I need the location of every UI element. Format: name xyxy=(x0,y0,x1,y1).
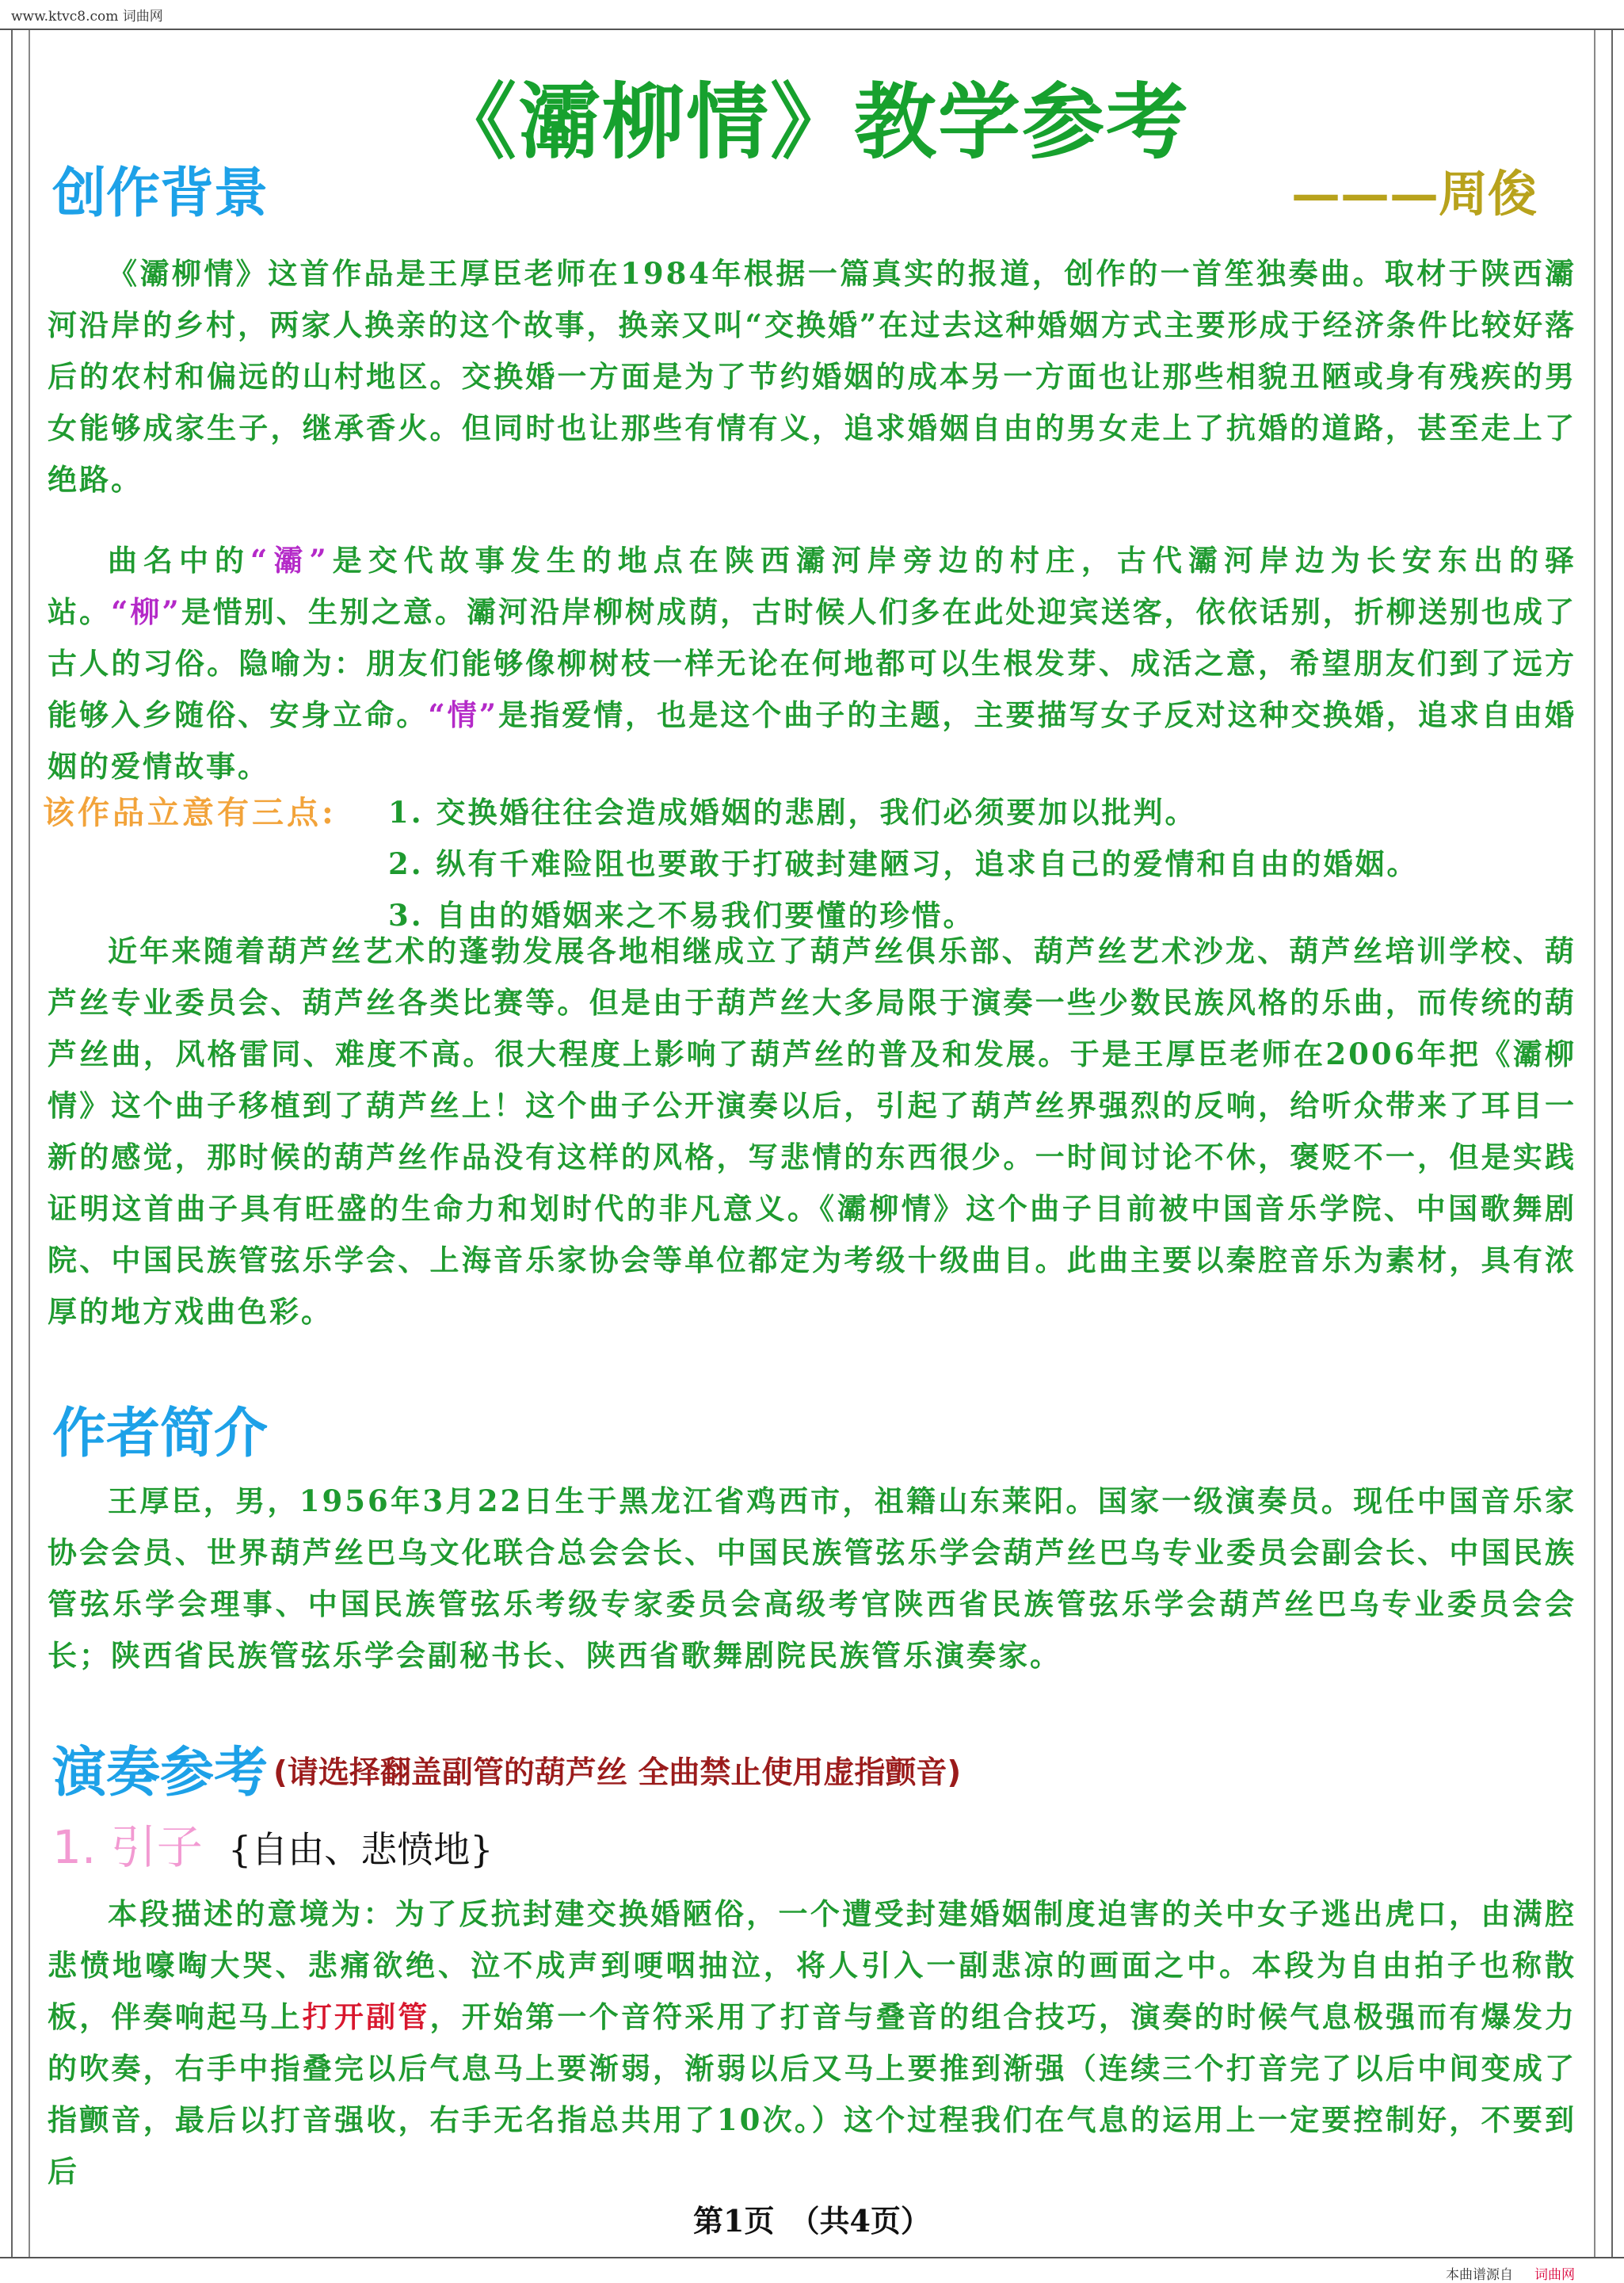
keyword-ba: “灞” xyxy=(250,543,329,578)
list-item: 3. 自由的婚姻来之不易我们要懂的珍惜。 xyxy=(388,898,975,933)
performance-note: (请选择翻盖副管的葫芦丝 全曲禁止使用虚指颤音) xyxy=(273,1755,962,1791)
background-paragraph-3: 近年来随着葫芦丝艺术的蓬勃发展各地相继成立了葫芦丝俱乐部、葫芦丝艺术沙龙、葫芦丝培训学校、葫芦丝专业委员会、葫芦丝各类比赛等。但是由于葫芦丝大多局限于演奏一些少数民族风格的乐曲，而传统的葫芦丝曲，风格雷同、难度不高。很大程度上影响了葫芦丝的普及和发展。于是王厚臣老师在2006年把《灞柳情》这个曲子移植到了葫芦丝上！这个曲子公开演奏以后，引起了葫芦丝界强烈的反响，给听众带来了耳目一新的感觉，那时候的葫芦丝作品没有这样的风格，写悲情的东西很少。一时间讨论不休，褒贬不一，但是实践证明这首曲子具有旺盛的生命力和划时代的非凡意义。《灞柳情》这个曲子目前被中国音乐学院、中国歌舞剧院、中国民族管弦乐学会、上海音乐家协会等单位都定为考级十级曲目。此曲主要以秦腔音乐为素材，具有浓厚的地方戏曲色彩。 xyxy=(48,933,1576,1329)
keyword-liu: “柳” xyxy=(111,594,181,629)
emphasis-open-side-pipe: 打开副管 xyxy=(302,1999,430,2034)
page-number: 第1页 （共4页） xyxy=(693,2203,931,2239)
document-title: 《灞柳情》教学参考 xyxy=(433,73,1190,170)
text-segment: 本段描述的意境为：为了反抗封建交换婚陋俗，一个遭受封建婚姻制度迫害的关中女子逃出虎口，由满腔悲愤地嚎啕大哭、悲痛欲绝、泣不成声到哽咽抽泣，将人引入一副悲凉的画面之中。本段为自由拍子也称散板，伴奏响起马上 xyxy=(48,1896,1576,2034)
text-segment: 是指爱情，也是这个曲子的主题，主要描写女子反对这种交换婚，追求自由婚姻的爱情故事。 xyxy=(48,697,1576,784)
heading-performance: 演奏参考 xyxy=(52,1742,269,1804)
source-brand: 词曲网 xyxy=(1534,2267,1575,2283)
heading-background: 创作背景 xyxy=(52,162,269,225)
keyword-qing: “情” xyxy=(428,697,498,732)
background-paragraph-1: 《灞柳情》这首作品是王厚臣老师在1984年根据一篇真实的报道，创作的一首笙独奏曲。取材于陕西灞河沿岸的乡村，两家人换亲的这个故事，换亲又叫“交换婚”在过去这种婚姻方式主要形成于经济条件比较好落后的农村和偏远的山村地区。交换婚一方面是为了节约婚姻的成本另一方面也让那些相貌丑陋或身有残疾的男女能够成家生子，继承香火。但同时也让那些有情有义，追求婚姻自由的男女走上了抗婚的道路，甚至走上了绝路。 xyxy=(48,256,1576,497)
text-segment: ，开始第一个音符采用了打音与叠音的组合技巧，演奏的时候气息极强而有爆发力的吹奏，右手中指叠完以后气息马上要渐弱，渐弱以后又马上要推到渐强（连续三个打音完了以后中间变成了指颤音，最后以打音强收，右手无名指总共用了10次。）这个过程我们在气息的运用上一定要控制好，不要到后 xyxy=(48,1999,1577,2189)
performance-paragraph xyxy=(48,1888,1576,2197)
list-item: 1. 交换婚往往会造成婚姻的悲剧，我们必须要加以批判。 xyxy=(388,795,1197,830)
text-segment: 是惜别、生别之意。灞河沿岸柳树成荫，古时候人们多在此处迎宾送客，依依话别，折柳送别也成了古人的习俗。隐喻为：朋友们能够像柳树枝一样无论在何地都可以生根发芽、成活之意，希望朋友们到了远方能够入乡随俗、安身立命。 xyxy=(48,594,1576,732)
site-url: www.ktvc8.com 词曲网 xyxy=(11,9,163,25)
background-paragraph-2 xyxy=(48,535,1576,792)
list-item: 2. 纵有千难险阻也要敢于打破封建陋习，追求自己的爱情和自由的婚姻。 xyxy=(388,846,1419,881)
bottom-bar xyxy=(0,2257,1624,2281)
points-label: 该作品立意有三点: xyxy=(43,794,337,831)
top-bar xyxy=(0,0,1624,30)
heading-author-intro: 作者简介 xyxy=(52,1403,269,1465)
subsection-tempo: {自由、悲愤地} xyxy=(228,1828,494,1871)
author-intro-paragraph: 王厚臣，男，1956年3月22日生于黑龙江省鸡西市，祖籍山东莱阳。国家一级演奏员。现任中国音乐家协会会员、世界葫芦丝巴乌文化联合总会会长、中国民族管弦乐学会葫芦丝巴乌专业委员会副会长、中国民族管弦乐学会理事、中国民族管弦乐考级专家委员会高级考官陕西省民族管弦乐学会葫芦丝巴乌专业委员会会长；陕西省民族管弦乐学会副秘书长、陕西省歌舞剧院民族管乐演奏家。 xyxy=(48,1483,1576,1673)
subsection-heading: 1. 引子 xyxy=(52,1820,203,1874)
source-label: 本曲谱源自 xyxy=(1446,2267,1513,2283)
author-name: ———周俊 xyxy=(1290,165,1537,223)
text-segment: 曲名中的 xyxy=(108,543,251,578)
text-segment: 是交代故事发生的地点在陕西灞河岸旁边的村庄，古代灞河岸边为长安东出的驿站。 xyxy=(48,543,1576,629)
points-list xyxy=(388,787,1419,941)
